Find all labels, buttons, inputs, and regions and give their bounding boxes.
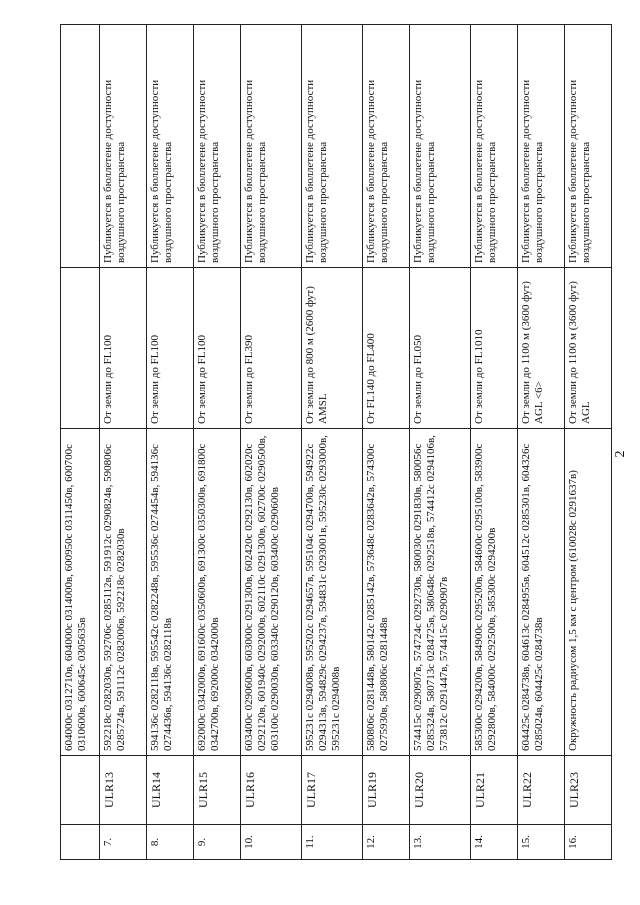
coordinates-cell: 604425с 0284738в, 604613с 0284955в, 604512с 0285301в, 604326с 0285024в, 604425с 0284738в <box>518 429 565 756</box>
coordinates-cell: 592218с 0282030в, 592706с 0285112в, 591912с 0290824в, 590806с 0285724в, 591112с 0282006в, 592218с 0282030в <box>100 429 147 756</box>
row-number-cell: 14. <box>471 825 518 860</box>
coordinates-cell: 594136с 0282118в, 595542с 0282248в, 595536с 0274454в, 594136с 0274436в, 594136с 0282118в <box>147 429 194 756</box>
zone-code-cell: ULR17 <box>302 756 363 825</box>
table-row <box>363 25 410 860</box>
table-body <box>61 25 612 860</box>
page-number: 2 <box>613 450 628 458</box>
coordinates-cell: Окружность радиусом 1,5 км с центром (610028с 0291637в) <box>565 429 612 756</box>
row-number-cell: 12. <box>363 825 410 860</box>
table-row <box>61 25 100 860</box>
altitude-limits-cell <box>61 268 100 429</box>
publication-note-cell: Публикуется в бюллетене доступности воздушного пространства <box>100 25 147 268</box>
zone-code-cell: ULR23 <box>565 756 612 825</box>
table-row <box>147 25 194 860</box>
table-row <box>302 25 363 860</box>
zone-code-cell: ULR13 <box>100 756 147 825</box>
coordinates-cell: 580806с 0281448в, 580142с 0285142в, 573648с 0283642в, 574300с 0275930в, 580806с 0281448в <box>363 429 410 756</box>
row-number-cell: 16. <box>565 825 612 860</box>
coordinates-cell: 603400с 0290600в, 603000с 0291300в, 602420с 0292130в, 602020с 0292120в, 601940с 0292000в, 602110с 0291300в, 602700с 0290500в, 603100с 0290030в, 603340с 0290120в, 603400с 0290600в <box>241 429 302 756</box>
coordinates-cell: 604000с 0312710в, 604000с 0314000в, 600950с 0311450в, 600700с 0310600в, 600645с 0305635в <box>61 429 100 756</box>
coordinates-cell: 692000с 0342000в, 691600с 0350600в, 691300с 0350300в, 691800с 0342700в, 692000с 0342000в <box>194 429 241 756</box>
row-number-cell: 8. <box>147 825 194 860</box>
coordinates-cell: 595231с 0294008в, 595202с 0294657в, 595104с 0294700в, 594922с 0294313в, 594829с 0294237в, 594831с 0293001в, 595230с 0293000в, 595231с 0294008в <box>302 429 363 756</box>
row-number-cell: 11. <box>302 825 363 860</box>
row-number-cell: 9. <box>194 825 241 860</box>
altitude-limits-cell: От земли до 1100 м (3600 фут) AGL <6> <box>518 268 565 429</box>
altitude-limits-cell: От земли до 1100 м (3600 фут) AGL <box>565 268 612 429</box>
row-number-cell: 13. <box>410 825 471 860</box>
publication-note-cell <box>61 25 100 268</box>
zone-code-cell: ULR21 <box>471 756 518 825</box>
publication-note-cell: Публикуется в бюллетене доступности воздушного пространства <box>241 25 302 268</box>
coordinates-cell: 585300с 0294200в, 584900с 0295200в, 584600с 0295100в, 583900с 0292800в, 584000с 0292500в, 585300с 0294200в <box>471 429 518 756</box>
table-row <box>194 25 241 860</box>
zone-code-cell <box>61 756 100 825</box>
publication-note-cell: Публикуется в бюллетене доступности воздушного пространства <box>471 25 518 268</box>
altitude-limits-cell: От земли до FL1010 <box>471 268 518 429</box>
table-row <box>410 25 471 860</box>
publication-note-cell: Публикуется в бюллетене доступности воздушного пространства <box>147 25 194 268</box>
zone-code-cell: ULR14 <box>147 756 194 825</box>
publication-note-cell: Публикуется в бюллетене доступности воздушного пространства <box>194 25 241 268</box>
zone-code-cell: ULR20 <box>410 756 471 825</box>
table-row <box>565 25 612 860</box>
altitude-limits-cell: От земли до FL390 <box>241 268 302 429</box>
table-row <box>100 25 147 860</box>
zone-code-cell: ULR22 <box>518 756 565 825</box>
row-number-cell: 7. <box>100 825 147 860</box>
zone-code-cell: ULR15 <box>194 756 241 825</box>
altitude-limits-cell: От FL140 до FL400 <box>363 268 410 429</box>
table-row <box>471 25 518 860</box>
publication-note-cell: Публикуется в бюллетене доступности воздушного пространства <box>565 25 612 268</box>
zone-code-cell: ULR16 <box>241 756 302 825</box>
row-number-cell: 10. <box>241 825 302 860</box>
table-row <box>241 25 302 860</box>
altitude-limits-cell: От земли до FL100 <box>194 268 241 429</box>
publication-note-cell: Публикуется в бюллетене доступности воздушного пространства <box>363 25 410 268</box>
publication-note-cell: Публикуется в бюллетене доступности воздушного пространства <box>302 25 363 268</box>
altitude-limits-cell: От земли до FL050 <box>410 268 471 429</box>
altitude-limits-cell: От земли до 800 м (2600 фут) AMSL <box>302 268 363 429</box>
coordinates-cell: 574415с 0290907в, 574724с 0292730в, 580030с 0291830в, 580056с 0285324в, 580713с 0284725в, 580648с 0292518в, 574412с 0294106в, 573812с 0291447в, 574415с 0290907в <box>410 429 471 756</box>
table-row <box>518 25 565 860</box>
row-number-cell: 15. <box>518 825 565 860</box>
document-table-rotated <box>60 40 592 860</box>
altitude-limits-cell: От земли до FL100 <box>147 268 194 429</box>
airspace-table <box>60 24 612 860</box>
publication-note-cell: Публикуется в бюллетене доступности воздушного пространства <box>518 25 565 268</box>
row-number-cell <box>61 825 100 860</box>
zone-code-cell: ULR19 <box>363 756 410 825</box>
publication-note-cell: Публикуется в бюллетене доступности воздушного пространства <box>410 25 471 268</box>
altitude-limits-cell: От земли до FL100 <box>100 268 147 429</box>
